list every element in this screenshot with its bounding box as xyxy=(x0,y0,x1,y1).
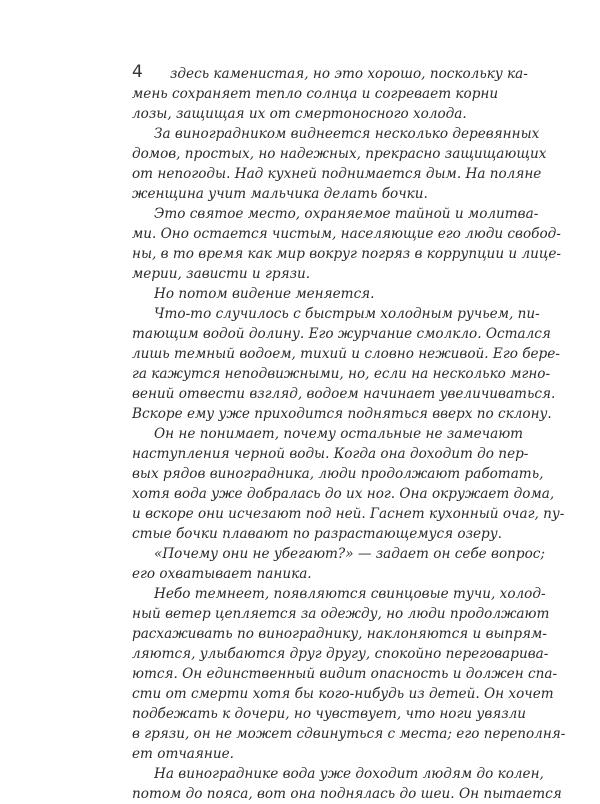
text-line: Но потом видение меняется. xyxy=(154,286,375,302)
text-line: мерии, зависти и грязи. xyxy=(132,266,311,282)
text-line: женщина учит мальчика делать бочки. xyxy=(132,186,428,202)
text-line: вений отвести взгляд, водоем начинает увеличиваться. xyxy=(132,386,556,402)
text-line: подбежать к дочери, но чувствует, что ноги увязли xyxy=(132,706,527,722)
text-line: стые бочки плавают по разрастающемуся озеру. xyxy=(132,526,502,542)
text-line: мень сохраняет тепло солнца и согревает корни xyxy=(132,86,499,102)
text-line: Это святое место, охраняемое тайной и молитва- xyxy=(154,206,539,222)
text-line: За виноградником виднеется несколько деревянных xyxy=(154,126,540,142)
text-line: тающим водой долину. Его журчание смолкло. Остался xyxy=(132,326,551,342)
text-line: Вскоре ему уже приходится подняться вверх по склону. xyxy=(132,406,552,422)
text-line: Небо темнеет, появляются свинцовые тучи, холод- xyxy=(154,586,546,602)
text-line: ляются, улыбаются друг другу, спокойно переговарива- xyxy=(132,646,549,662)
text-line: и вскоре они исчезают под ней. Гаснет кухонный очаг, пу- xyxy=(132,506,565,522)
text-line: «Почему они не убегают?» — задает он себе вопрос; xyxy=(154,546,545,562)
text-line: ет отчаяние. xyxy=(132,746,234,762)
text-line: его охватывает паника. xyxy=(132,566,312,582)
text-line: ются. Он единственный видит опасность и должен спа- xyxy=(132,666,558,682)
text-line: в грязи, он не может сдвинуться с места; его переполня- xyxy=(132,726,566,742)
text-line: здесь каменистая, но это хорошо, поскольку ка- xyxy=(170,66,528,82)
text-line: ный ветер цепляется за одежду, но люди продолжают xyxy=(132,606,550,622)
text-line: расхаживать по винограднику, наклоняются и выпрям- xyxy=(132,626,547,642)
text-line: лишь темный водоем, тихий и словно неживой. Его бере- xyxy=(132,346,560,362)
text-line: наступления черной воды. Когда она доходит до пер- xyxy=(132,446,529,462)
text-line: ны, в то время как мир вокруг погряз в коррупции и лице- xyxy=(132,246,561,262)
text-line: домов, простых, но надежных, прекрасно защищающих xyxy=(132,146,547,162)
text-line: потом до пояса, вот она поднялась до шеи. Он пытается xyxy=(132,786,562,802)
text-line: сти от смерти хотя бы кого-нибудь из детей. Он хочет xyxy=(132,686,554,702)
text-line: ми. Оно остается чистым, населяющие его люди свобод- xyxy=(132,226,561,242)
text-line: Он не понимает, почему остальные не замечают xyxy=(154,426,524,442)
text-line: лозы, защищая их от смертоносного холода. xyxy=(132,106,467,122)
text-line: Что-то случилось с быстрым холодным ручьем, пи- xyxy=(154,306,540,322)
text-line: вых рядов виноградника, люди продолжают работать, xyxy=(132,466,544,482)
text-line: хотя вода уже добралась до их ног. Она окружает дома, xyxy=(132,486,555,502)
text-line: га кажутся неподвижными, но, если на несколько мгно- xyxy=(132,366,551,382)
text-line: от непогоды. Над кухней поднимается дым. На поляне xyxy=(132,166,542,182)
page-number: 4 xyxy=(132,62,143,82)
text-line: На винограднике вода уже доходит людям до колен, xyxy=(154,766,544,782)
page-text xyxy=(132,64,566,804)
